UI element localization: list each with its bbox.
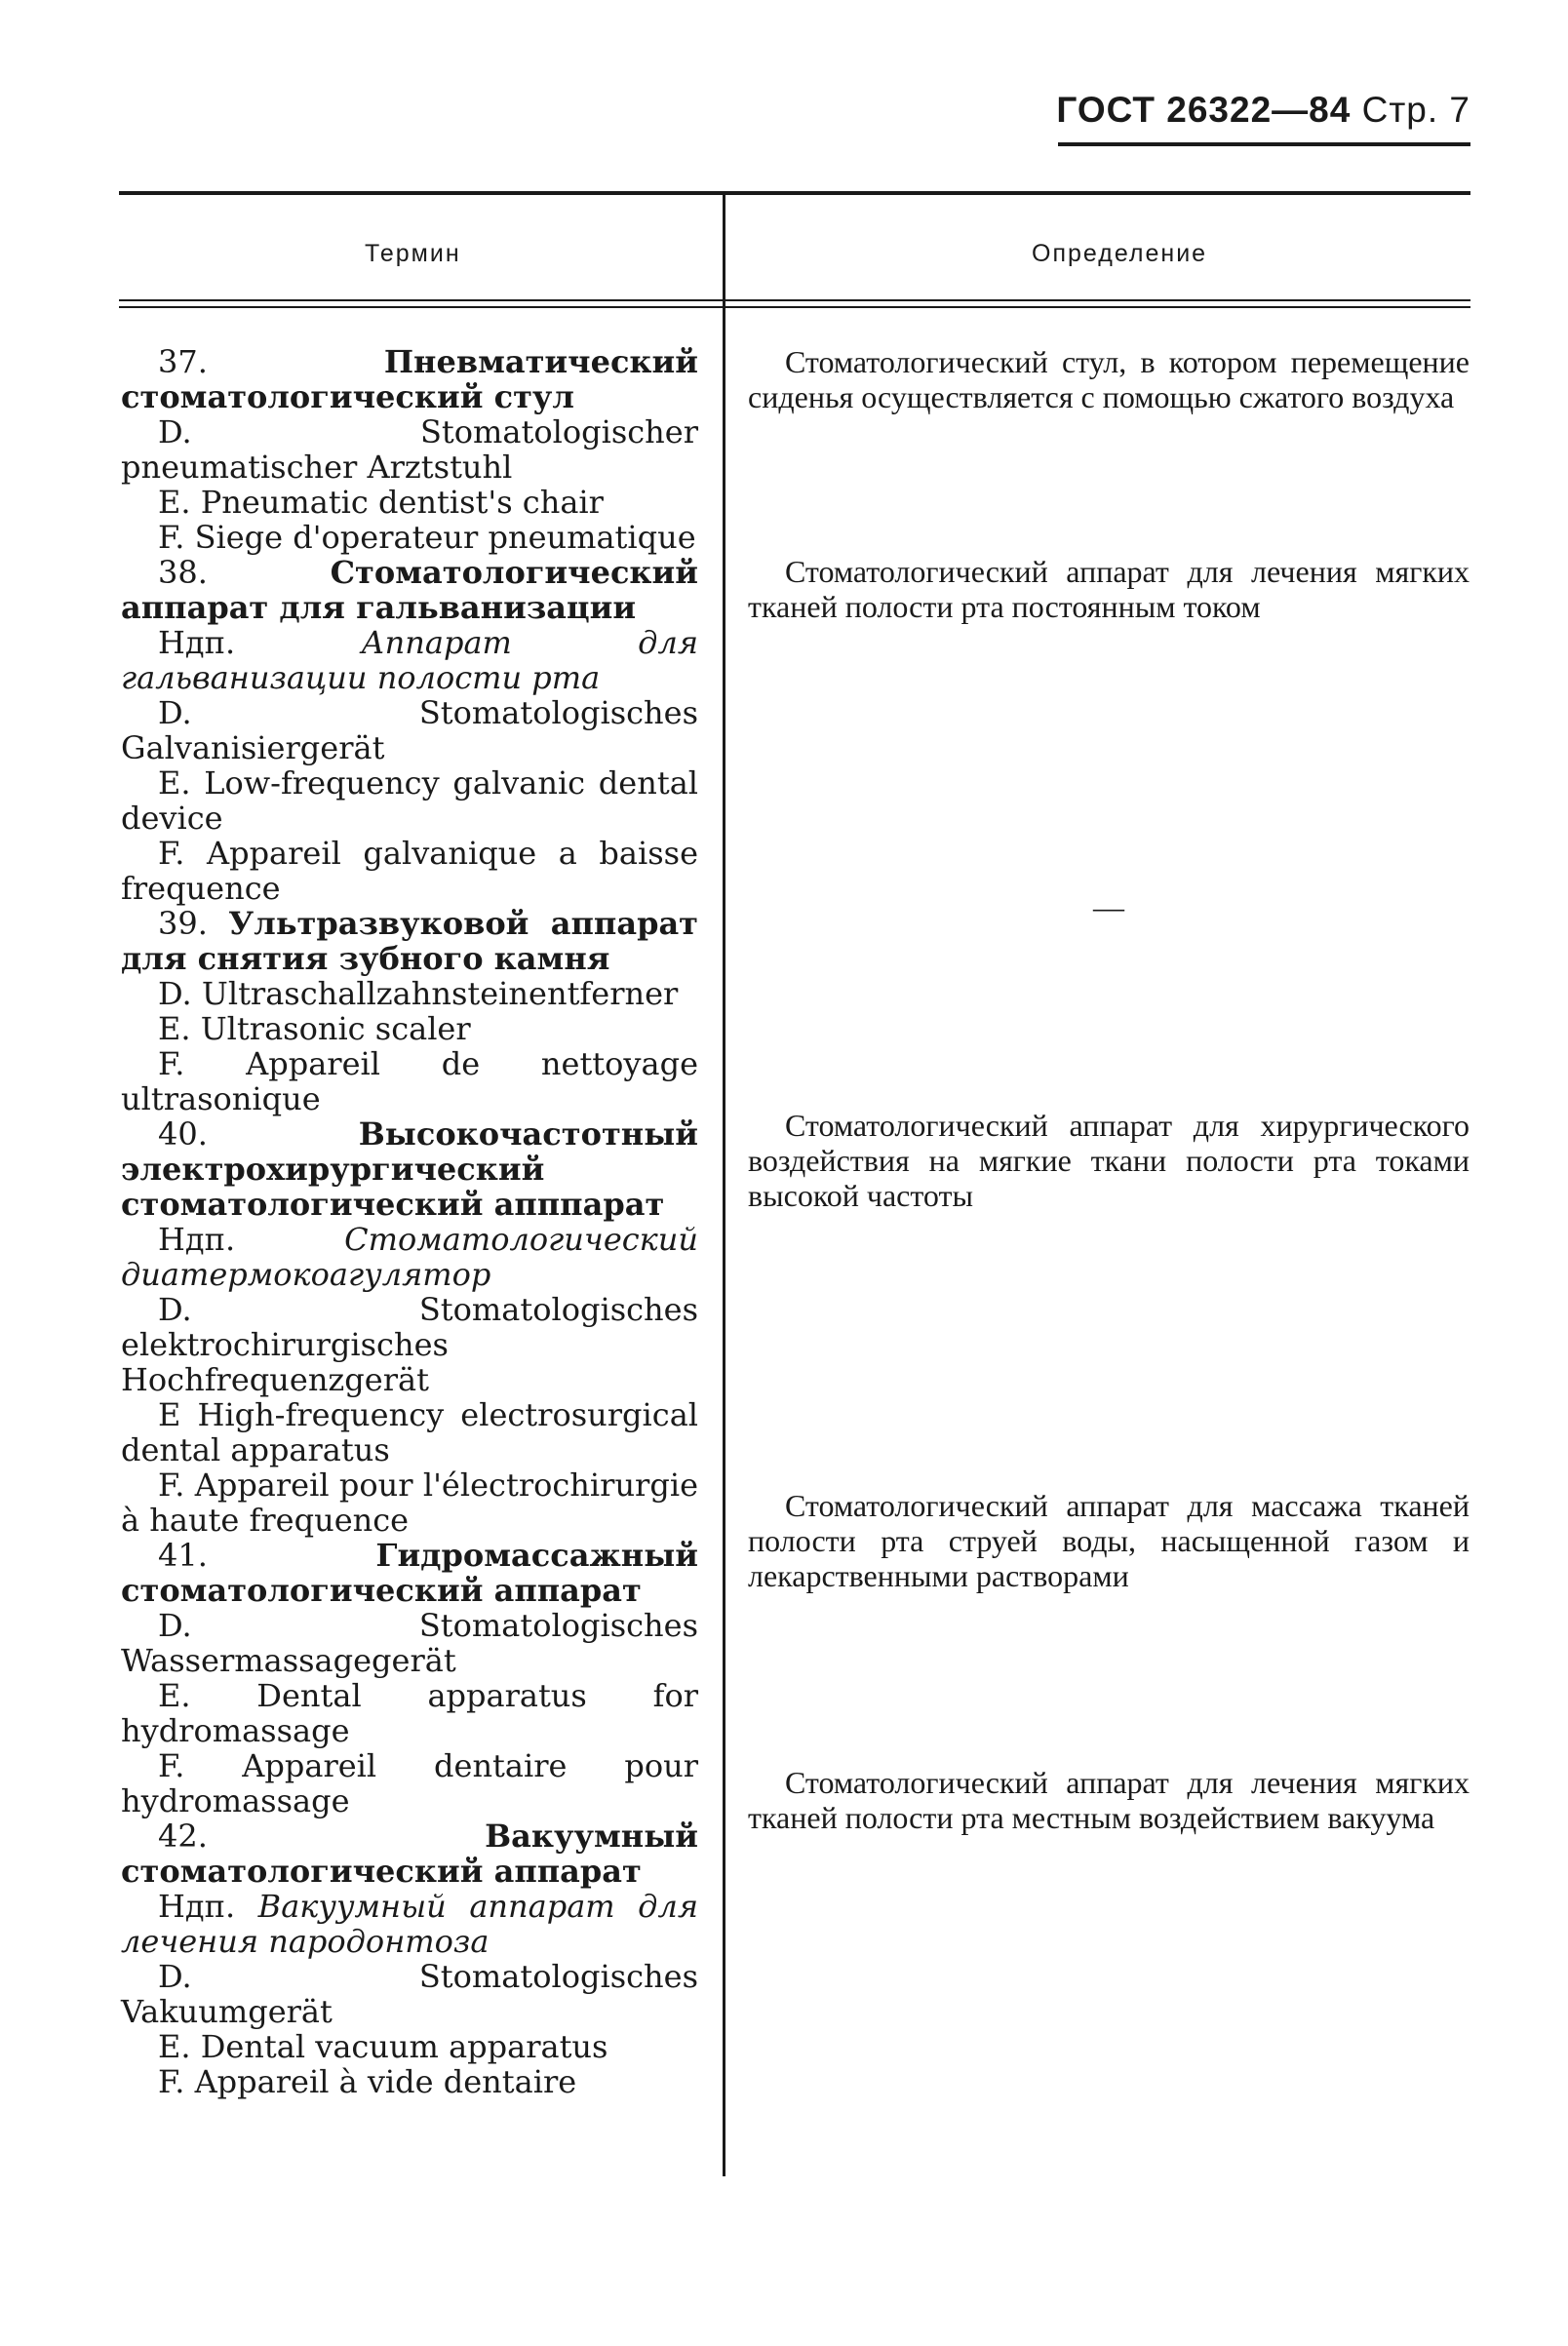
equivalent-de: D. Stomatologisches elektrochirurgisches Hochfrequenzgerät: [121, 1291, 698, 1398]
deprecated-synonym: Ндп. Стоматологический диатермокоагулятор: [121, 1221, 698, 1293]
term-title: 40. Высокочастотный электрохирургический стоматологический апппарат: [121, 1115, 698, 1223]
definition-41: Стоматологический аппарат для массажа тканей полости рта струей воды, насыщенной газом и лекарственными растворами: [748, 1488, 1470, 1593]
term-entry-40: [121, 1116, 698, 1538]
term-entry-38: [121, 555, 698, 906]
definition-37: Стоматологический стул, в котором перемещение сиденья осуществляется с помощью сжатого воздуха: [748, 344, 1470, 414]
equivalent-de: D. Stomatologisches Galvanisiergerät: [121, 694, 698, 766]
term-entry-39: [121, 906, 698, 1116]
term-title: 38. Стоматологический аппарат для гальванизации: [121, 554, 698, 626]
equivalent-en: E High-frequency electrosurgical dental apparatus: [121, 1396, 699, 1468]
term-title: 37. Пневматический стоматологический стул: [121, 343, 698, 415]
terms-column: [121, 344, 698, 2099]
equivalent-fr: F. Appareil galvanique a baisse frequence: [121, 835, 699, 907]
term-entry-42: [121, 1818, 698, 2099]
equivalent-en: E. Low-frequency galvanic dental device: [121, 764, 698, 837]
term-title: 39. Ультразвуковой аппарат для снятия зубного камня: [121, 905, 699, 977]
definitions-column: [748, 0, 1470, 2346]
definition-40: Стоматологический аппарат для хирургического воздействия на мягкие ткани полости рта токами высокой частоты: [748, 1108, 1470, 1213]
equivalent-fr: F. Siege d'operateur pneumatique: [158, 519, 696, 556]
equivalent-en: E. Dental apparatus for hydromassage: [121, 1677, 698, 1749]
equivalent-fr: F. Appareil dentaire pour hydromassage: [121, 1747, 699, 1819]
column-header-term: Термин: [365, 240, 461, 267]
definition-42: Стоматологический аппарат для лечения мягких тканей полости рта местным воздействием вакуума: [748, 1765, 1470, 1835]
term-entry-41: [121, 1538, 698, 1818]
equivalent-fr: F. Appareil pour l'électrochirurgie à haute frequence: [121, 1466, 698, 1539]
document-number: ГОСТ 26322—84: [1056, 90, 1352, 130]
equivalent-de: D. Stomatologisches Wassermassagegerät: [121, 1607, 698, 1679]
definition-38: Стоматологический аппарат для лечения мягких тканей полости рта постоянным током: [748, 554, 1470, 624]
page-number: Стр. 7: [1361, 90, 1470, 130]
equivalent-en: E. Dental vacuum apparatus: [158, 2028, 608, 2065]
column-header-definition: Определение: [1032, 240, 1208, 267]
equivalent-fr: F. Appareil de nettoyage ultrasonique: [121, 1045, 699, 1117]
equivalent-en: E. Pneumatic dentist's chair: [158, 484, 604, 521]
column-divider: [723, 193, 725, 2176]
term-title: 42. Вакуумный стоматологический аппарат: [121, 1818, 698, 1890]
equivalent-de: D. Stomatologisches Vakuumgerät: [121, 1958, 698, 2030]
equivalent-fr: F. Appareil à vide dentaire: [158, 2063, 577, 2100]
deprecated-synonym: Ндп. Вакуумный аппарат для лечения пародонтоза: [121, 1888, 699, 1960]
equivalent-de: D. Ultraschallzahnsteinentferner: [158, 975, 679, 1012]
deprecated-synonym: Ндп. Аппарат для гальванизации полости рта: [121, 624, 699, 696]
term-title: 41. Гидромассажный стоматологический аппарат: [121, 1537, 698, 1609]
equivalent-de: D. Stomatologischer pneumatischer Arztstuhl: [121, 413, 698, 486]
term-entry-37: [121, 344, 698, 555]
definition-39: —: [1093, 889, 1124, 924]
equivalent-en: E. Ultrasonic scaler: [158, 1010, 471, 1047]
